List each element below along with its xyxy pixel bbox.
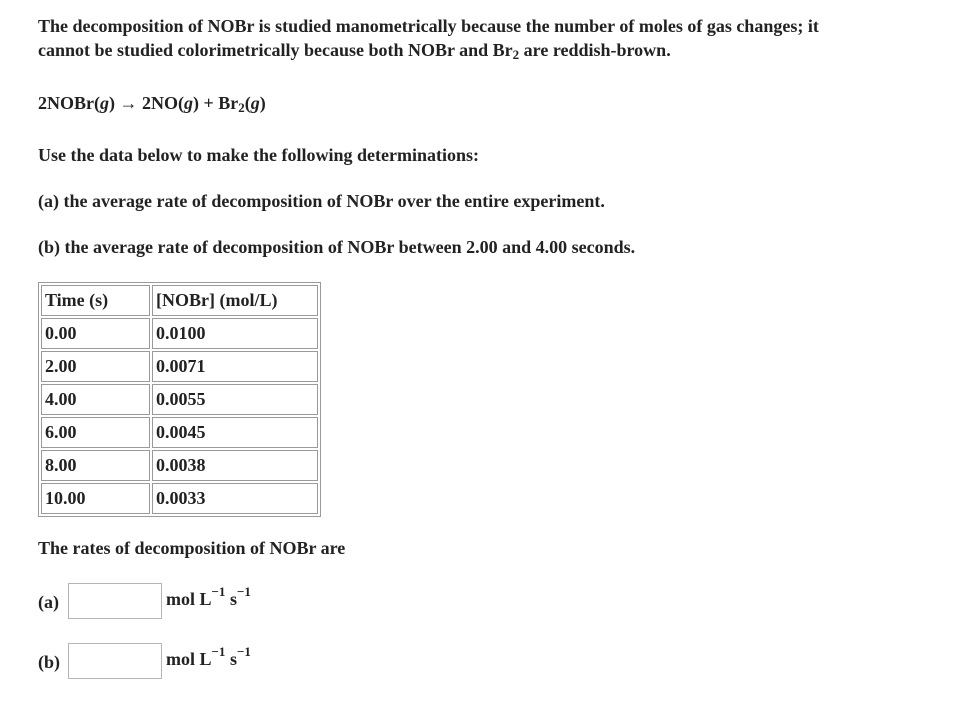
instructions-part-a: (a) the average rate of decomposition of NOBr over the entire experiment. xyxy=(38,191,605,211)
intro-line-1: The decomposition of NOBr is studied manometrically because the number of moles of gas changes; it xyxy=(38,16,819,36)
eq-close: ) xyxy=(259,93,266,113)
table-header-time: Time (s) xyxy=(41,285,150,316)
eq-arrow: ) → 2NO( xyxy=(109,93,184,113)
answer-b-input[interactable] xyxy=(68,643,162,679)
unit-seconds: s xyxy=(225,589,237,609)
answer-b-label: (b) xyxy=(38,652,60,672)
table-header-concentration: [NOBr] (mol/L) xyxy=(152,285,318,316)
unit-exponent: −1 xyxy=(211,584,226,599)
eq-open: ( xyxy=(244,93,251,113)
intro-line-2-text: cannot be studied colorimetrically because both NOBr and Br xyxy=(38,40,513,60)
intro-line-2 xyxy=(38,38,948,62)
table-cell-time: 4.00 xyxy=(41,384,150,415)
answer-a-input[interactable] xyxy=(68,583,162,619)
eq-subscript: 2 xyxy=(238,100,245,115)
table-row xyxy=(41,351,318,382)
answer-b-unit xyxy=(166,644,251,670)
table-header-row xyxy=(41,285,318,316)
unit-base: mol L xyxy=(166,649,212,669)
eq-reactant: 2NOBr( xyxy=(38,93,100,113)
table-row xyxy=(41,417,318,448)
eq-gas-3: g xyxy=(250,93,260,113)
unit-exponent: −1 xyxy=(236,644,251,659)
table-cell-concentration: 0.0045 xyxy=(152,417,318,448)
unit-exponent: −1 xyxy=(236,584,251,599)
answer-a-label: (a) xyxy=(38,592,59,612)
table-row xyxy=(41,384,318,415)
data-table xyxy=(38,282,321,517)
table-cell-concentration: 0.0038 xyxy=(152,450,318,481)
table-row xyxy=(41,450,318,481)
reaction-equation xyxy=(38,93,266,114)
instructions-use-data: Use the data below to make the following determinations: xyxy=(38,145,479,165)
intro-subscript: 2 xyxy=(512,47,520,62)
table-cell-concentration: 0.0100 xyxy=(152,318,318,349)
rates-heading: The rates of decomposition of NOBr are xyxy=(38,538,346,558)
table-cell-concentration: 0.0055 xyxy=(152,384,318,415)
intro-line-2-end: are reddish-brown. xyxy=(519,40,671,60)
eq-gas-2: g xyxy=(184,93,193,113)
instructions-part-b: (b) the average rate of decomposition of NOBr between 2.00 and 4.00 seconds. xyxy=(38,237,636,257)
table-cell-time: 8.00 xyxy=(41,450,150,481)
problem-intro xyxy=(38,14,948,62)
table-cell-concentration: 0.0071 xyxy=(152,351,318,382)
unit-base: mol L xyxy=(166,589,212,609)
unit-exponent: −1 xyxy=(211,644,226,659)
unit-seconds: s xyxy=(225,649,237,669)
eq-gas-1: g xyxy=(100,93,109,113)
table-cell-time: 2.00 xyxy=(41,351,150,382)
table-cell-concentration: 0.0033 xyxy=(152,483,318,514)
table-row xyxy=(41,483,318,514)
eq-plus: ) + Br xyxy=(193,93,239,113)
table-row xyxy=(41,318,318,349)
table-cell-time: 6.00 xyxy=(41,417,150,448)
table-cell-time: 10.00 xyxy=(41,483,150,514)
answer-a-unit xyxy=(166,584,251,610)
table-cell-time: 0.00 xyxy=(41,318,150,349)
